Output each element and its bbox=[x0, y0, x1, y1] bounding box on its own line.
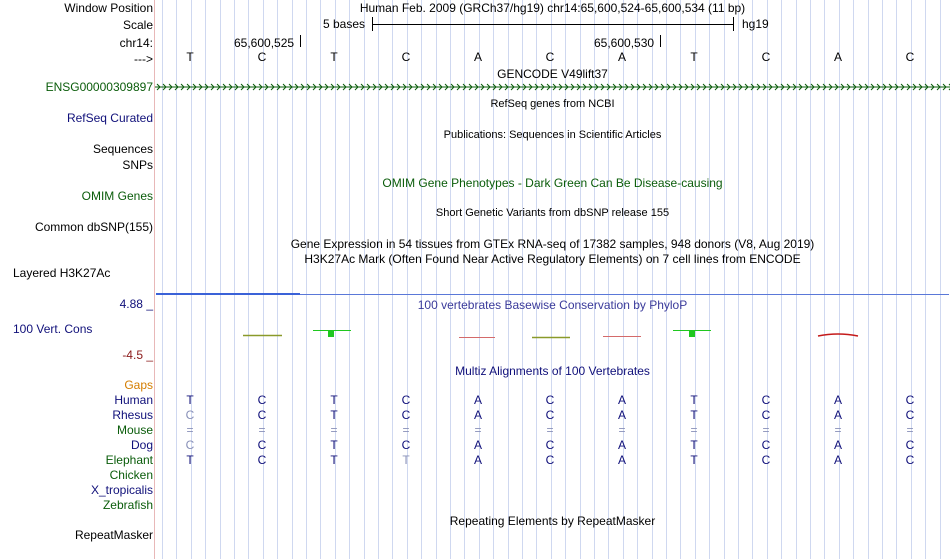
snps-label[interactable]: SNPs bbox=[122, 158, 153, 172]
alignment-base-dog: T bbox=[330, 438, 338, 452]
phylop-min-label: -4.5 _ bbox=[122, 348, 153, 362]
alignment-base-rhesus: C bbox=[905, 408, 915, 422]
species-label-rhesus[interactable]: Rhesus bbox=[112, 408, 153, 422]
chrom-label: chr14: bbox=[119, 36, 153, 50]
species-label-mouse[interactable]: Mouse bbox=[116, 423, 153, 437]
repeatmasker-track-title: Repeating Elements by RepeatMasker bbox=[449, 514, 656, 528]
reference-base: C bbox=[257, 50, 267, 64]
species-label-zebrafish[interactable]: Zebrafish bbox=[102, 498, 153, 512]
alignment-base-dog: C bbox=[545, 438, 555, 452]
phylop-track-title: 100 vertebrates Basewise Conservation by PhyloP bbox=[417, 298, 688, 312]
alignment-base-elephant: C bbox=[905, 453, 915, 467]
reference-base: T bbox=[690, 50, 698, 64]
alignment-base-human: C bbox=[761, 393, 771, 407]
reference-base: A bbox=[617, 50, 626, 64]
omim-track-title: OMIM Gene Phenotypes - Dark Green Can Be Disease-causing bbox=[382, 176, 723, 190]
phylop-max-label: 4.88 _ bbox=[119, 297, 153, 311]
alignment-base-elephant: T bbox=[330, 453, 338, 467]
h3k27ac-label[interactable]: Layered H3K27Ac bbox=[13, 266, 111, 280]
alignment-base-human: C bbox=[401, 393, 411, 407]
species-label-chicken[interactable]: Chicken bbox=[109, 468, 153, 482]
scale-text: 5 bases bbox=[323, 17, 366, 31]
reference-base: T bbox=[330, 50, 338, 64]
dbsnp-label[interactable]: Common dbSNP(155) bbox=[34, 220, 153, 234]
gtex-track-title: Gene Expression in 54 tissues from GTEx RNA-seq of 17382 samples, 948 donors (V8, Aug 2019) bbox=[290, 237, 815, 251]
alignment-base-human: A bbox=[473, 393, 482, 407]
alignment-base-elephant: A bbox=[473, 453, 482, 467]
position-tick-2 bbox=[660, 35, 661, 47]
alignment-base-rhesus: C bbox=[185, 408, 195, 422]
repeatmasker-label[interactable]: RepeatMasker bbox=[74, 528, 153, 542]
reference-base: C bbox=[545, 50, 555, 64]
alignment-base-mouse: = bbox=[690, 423, 698, 437]
phylop-signal bbox=[155, 320, 950, 350]
scale-bar-right-tick bbox=[733, 17, 734, 31]
omim-genes-label[interactable]: OMIM Genes bbox=[81, 189, 153, 203]
alignment-base-dog: C bbox=[905, 438, 915, 452]
gaps-label[interactable]: Gaps bbox=[124, 378, 153, 392]
species-label-elephant[interactable]: Elephant bbox=[105, 453, 153, 467]
scale-bar bbox=[372, 24, 733, 25]
position-label-1: 65,600,525 bbox=[234, 36, 295, 50]
alignment-base-rhesus: T bbox=[690, 408, 698, 422]
position-tick-1 bbox=[300, 35, 301, 47]
alignment-base-mouse: = bbox=[330, 423, 338, 437]
alignment-base-human: C bbox=[905, 393, 915, 407]
refseq-curated-label[interactable]: RefSeq Curated bbox=[66, 111, 153, 125]
gencode-gene-link[interactable]: ENSG00000309897 bbox=[45, 80, 153, 94]
reference-base: C bbox=[905, 50, 915, 64]
reference-base: C bbox=[761, 50, 771, 64]
scale-label: Scale bbox=[122, 18, 153, 32]
species-label-human[interactable]: Human bbox=[114, 393, 153, 407]
h3k27ac-track-title: H3K27Ac Mark (Often Found Near Active Regulatory Elements) on 7 cell lines from ENCODE bbox=[304, 252, 801, 266]
alignment-base-elephant: A bbox=[617, 453, 626, 467]
alignment-base-human: T bbox=[690, 393, 698, 407]
alignment-base-elephant: C bbox=[257, 453, 267, 467]
browser-title: Human Feb. 2009 (GRCh37/hg19) chr14:65,600,524-65,600,534 (11 bp) bbox=[359, 1, 746, 15]
alignment-base-mouse: = bbox=[906, 423, 914, 437]
reference-base: A bbox=[473, 50, 482, 64]
strand-arrow-label: ---> bbox=[134, 52, 153, 66]
alignment-base-elephant: C bbox=[545, 453, 555, 467]
alignment-base-dog: A bbox=[473, 438, 482, 452]
alignment-base-mouse: = bbox=[618, 423, 626, 437]
alignment-base-rhesus: A bbox=[473, 408, 482, 422]
reference-base: T bbox=[186, 50, 194, 64]
alignment-base-rhesus: C bbox=[401, 408, 411, 422]
alignment-base-mouse: = bbox=[402, 423, 410, 437]
gencode-track-title: GENCODE V49lift37 bbox=[497, 67, 608, 81]
alignment-base-elephant: T bbox=[690, 453, 698, 467]
alignment-base-mouse: = bbox=[834, 423, 842, 437]
h3k27ac-signal-peak bbox=[156, 293, 300, 295]
alignment-base-human: A bbox=[833, 393, 842, 407]
publications-track-title: Publications: Sequences in Scientific Articles bbox=[443, 129, 662, 141]
reference-base: C bbox=[401, 50, 411, 64]
alignment-base-rhesus: C bbox=[761, 408, 771, 422]
alignment-base-dog: C bbox=[761, 438, 771, 452]
alignment-base-human: A bbox=[617, 393, 626, 407]
position-label-2: 65,600,530 bbox=[594, 36, 655, 50]
dbsnp-track-title: Short Genetic Variants from dbSNP release 155 bbox=[435, 207, 670, 219]
alignment-base-human: T bbox=[330, 393, 338, 407]
alignment-base-mouse: = bbox=[546, 423, 554, 437]
alignment-base-dog: T bbox=[690, 438, 698, 452]
alignment-base-elephant: T bbox=[186, 453, 194, 467]
alignment-base-dog: A bbox=[833, 438, 842, 452]
alignment-base-elephant: T bbox=[402, 453, 410, 467]
alignment-base-elephant: A bbox=[833, 453, 842, 467]
alignment-base-human: C bbox=[545, 393, 555, 407]
window-position-label: Window Position bbox=[64, 1, 153, 15]
multiz-track-title: Multiz Alignments of 100 Vertebrates bbox=[455, 364, 650, 378]
phylop-track-label[interactable]: 100 Vert. Cons bbox=[13, 322, 93, 336]
alignment-base-elephant: C bbox=[761, 453, 771, 467]
alignment-base-rhesus: A bbox=[617, 408, 626, 422]
species-label-dog[interactable]: Dog bbox=[130, 438, 153, 452]
alignment-base-mouse: = bbox=[186, 423, 194, 437]
alignment-base-dog: A bbox=[617, 438, 626, 452]
alignment-base-mouse: = bbox=[474, 423, 482, 437]
alignment-base-human: C bbox=[257, 393, 267, 407]
alignment-base-rhesus: A bbox=[833, 408, 842, 422]
alignment-base-rhesus: C bbox=[545, 408, 555, 422]
sequences-label[interactable]: Sequences bbox=[92, 142, 153, 156]
reference-base: A bbox=[833, 50, 842, 64]
alignment-base-dog: C bbox=[257, 438, 267, 452]
alignment-base-dog: C bbox=[401, 438, 411, 452]
alignment-base-dog: C bbox=[185, 438, 195, 452]
alignment-base-rhesus: C bbox=[257, 408, 267, 422]
assembly-label: hg19 bbox=[742, 17, 769, 31]
species-label-x_tropicalis[interactable]: X_tropicalis bbox=[90, 483, 153, 497]
alignment-base-human: T bbox=[186, 393, 194, 407]
refseq-track-title: RefSeq genes from NCBI bbox=[490, 98, 615, 110]
alignment-base-rhesus: T bbox=[330, 408, 338, 422]
alignment-base-mouse: = bbox=[762, 423, 770, 437]
alignment-base-mouse: = bbox=[258, 423, 266, 437]
gencode-gene-feature[interactable] bbox=[155, 82, 950, 92]
